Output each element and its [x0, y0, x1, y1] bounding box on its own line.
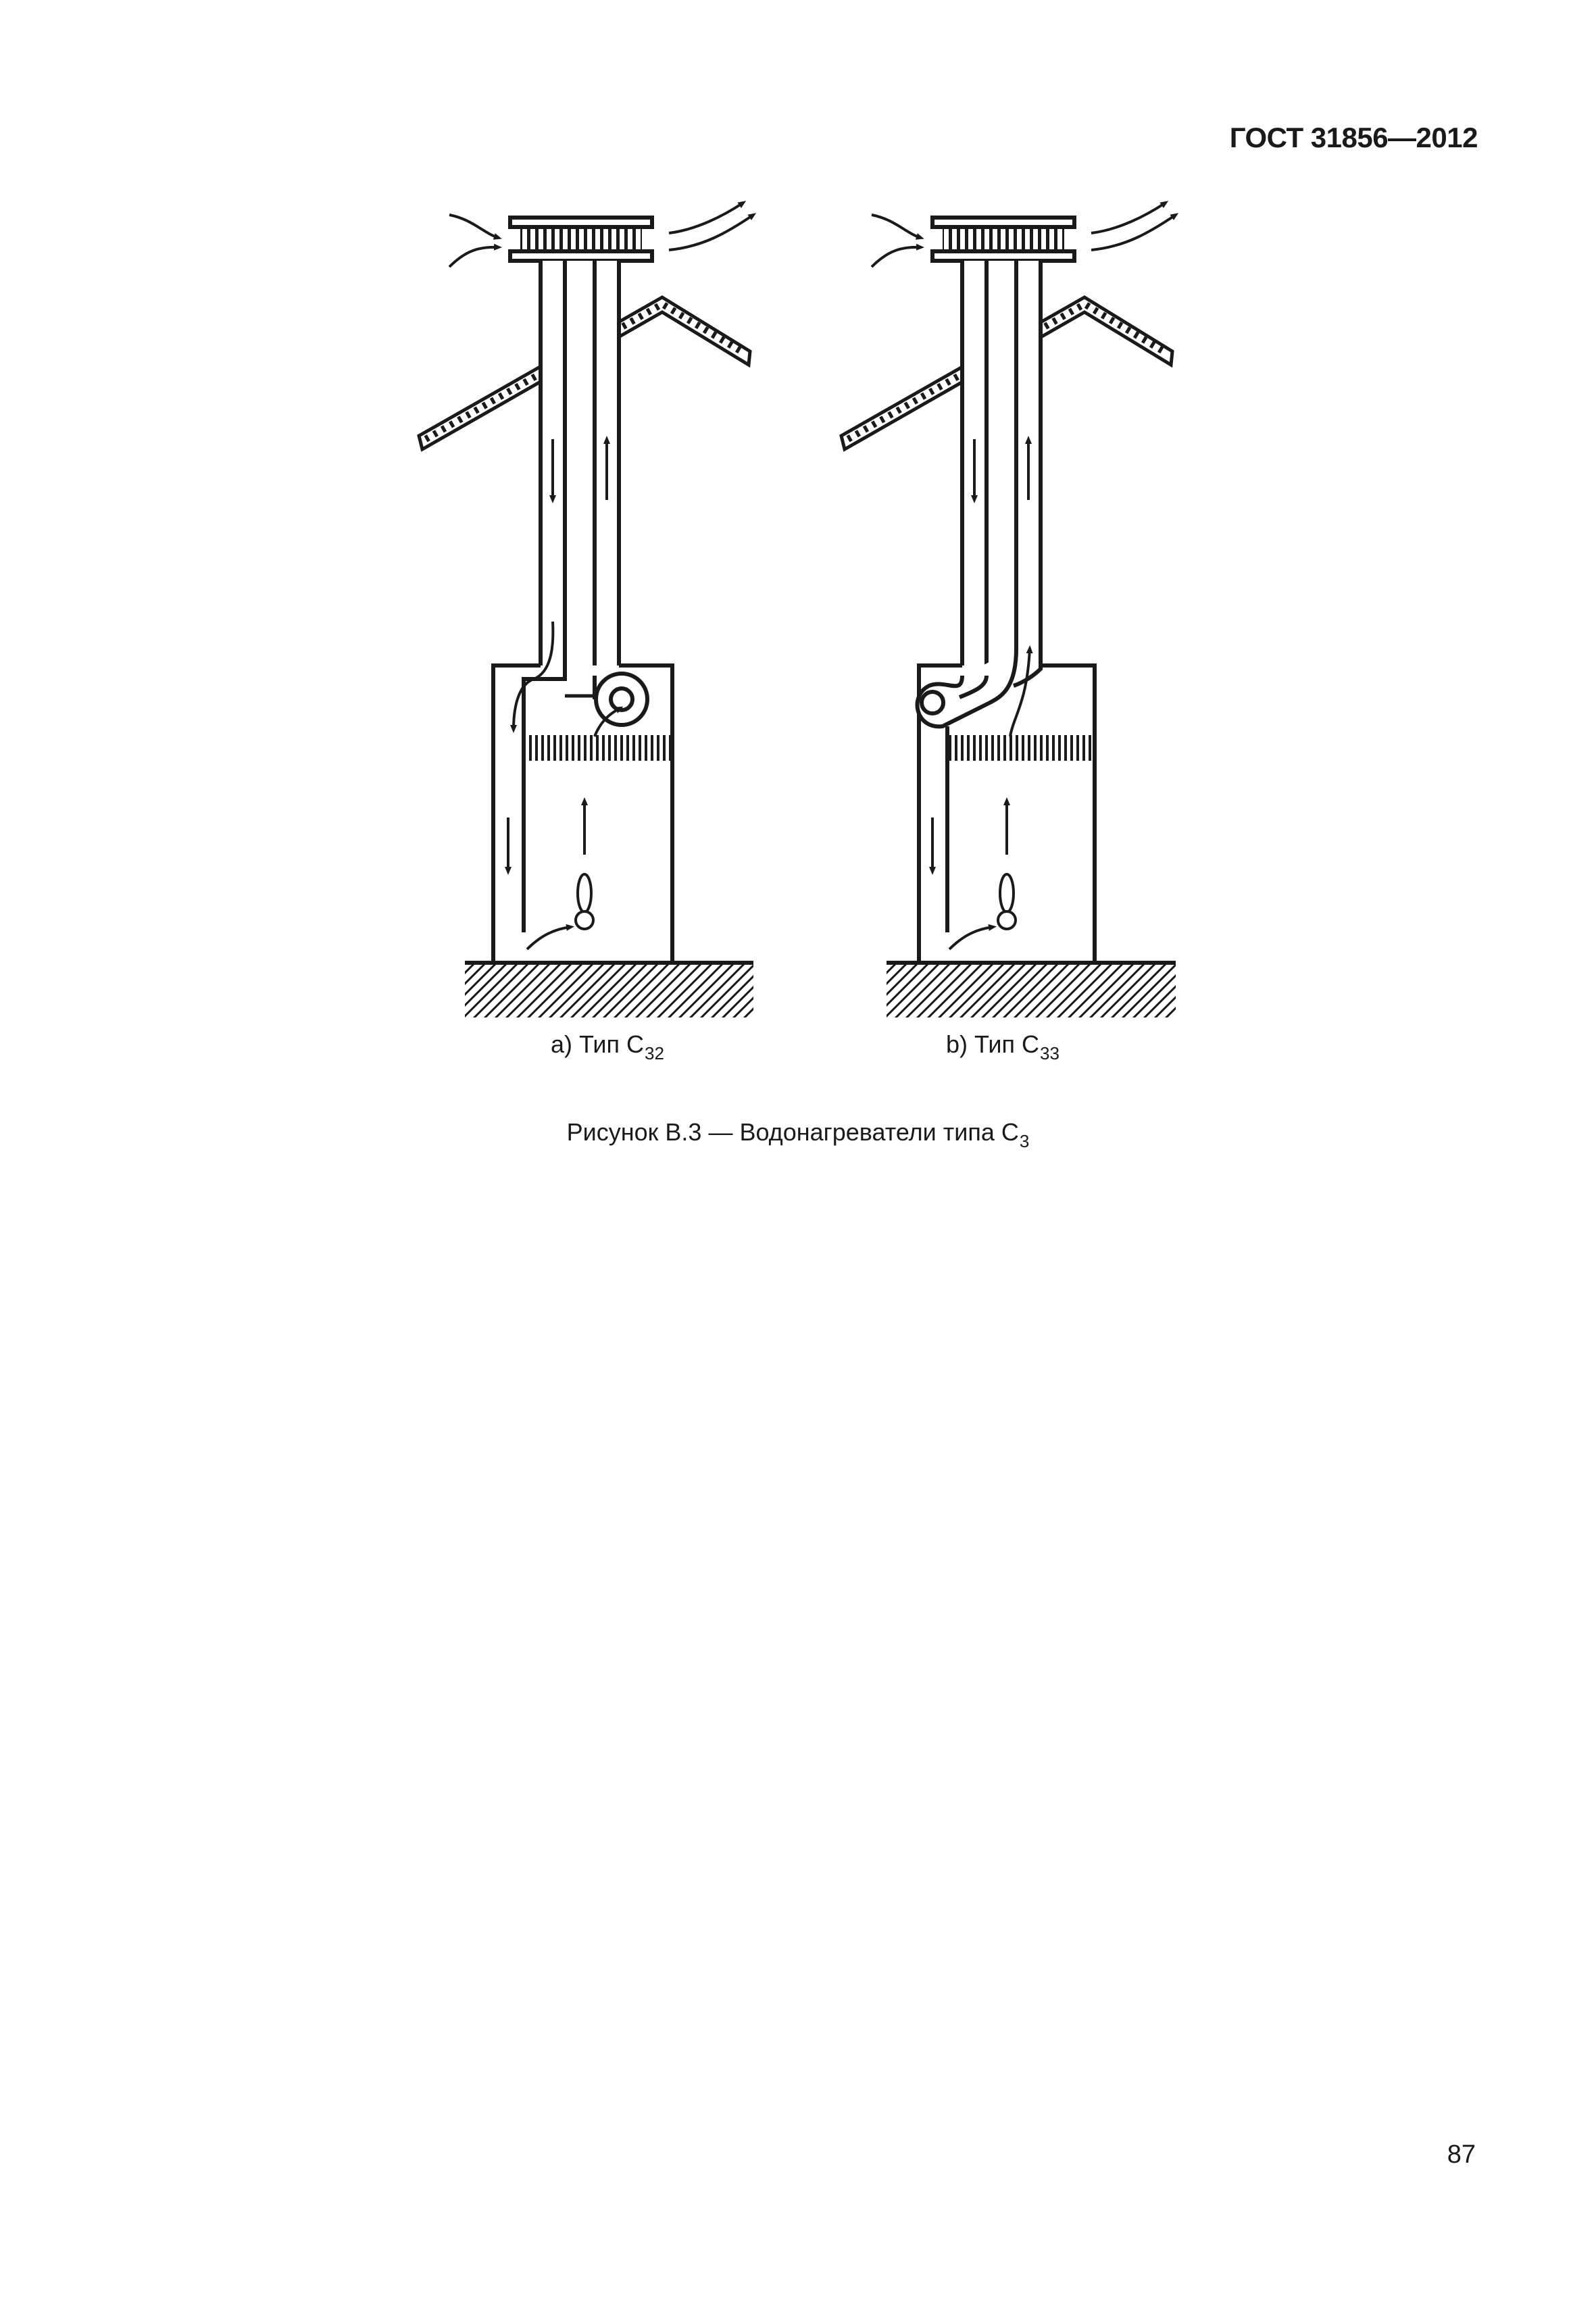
panel-b-diagram — [841, 203, 1176, 1017]
flue-terminal — [510, 218, 652, 261]
figure-caption-subscript: 3 — [1019, 1131, 1030, 1151]
document-header: ГОСТ 31856—2012 — [1229, 122, 1478, 153]
flue-terminal — [932, 218, 1074, 261]
air-in-arrow — [449, 247, 499, 267]
burner-flame — [1000, 874, 1014, 912]
floor — [465, 963, 753, 1017]
panel-b-caption — [946, 1030, 1059, 1063]
figure-caption-text: Рисунок В.3 — Водонагреватели типа C — [566, 1118, 1019, 1146]
heat-exchanger — [947, 735, 1095, 761]
panel-b-caption-text: b) Тип C — [946, 1030, 1040, 1058]
panel-a-diagram — [419, 203, 753, 1017]
heat-exchanger — [524, 735, 671, 761]
floor — [887, 963, 1176, 1017]
burner-flame — [578, 874, 591, 912]
page-number: 87 — [1447, 2140, 1476, 2169]
air-in-arrow — [872, 215, 921, 238]
figure-caption — [0, 1118, 1596, 1151]
air-in-arrow — [449, 215, 499, 238]
panel-b-caption-subscript: 33 — [1040, 1043, 1059, 1063]
panel-a-caption — [551, 1030, 664, 1063]
air-in-arrow — [872, 247, 921, 267]
panel-a-caption-subscript: 32 — [645, 1043, 664, 1063]
panel-a-caption-text: a) Тип C — [551, 1030, 645, 1058]
water-heater-figure — [0, 0, 1596, 1095]
